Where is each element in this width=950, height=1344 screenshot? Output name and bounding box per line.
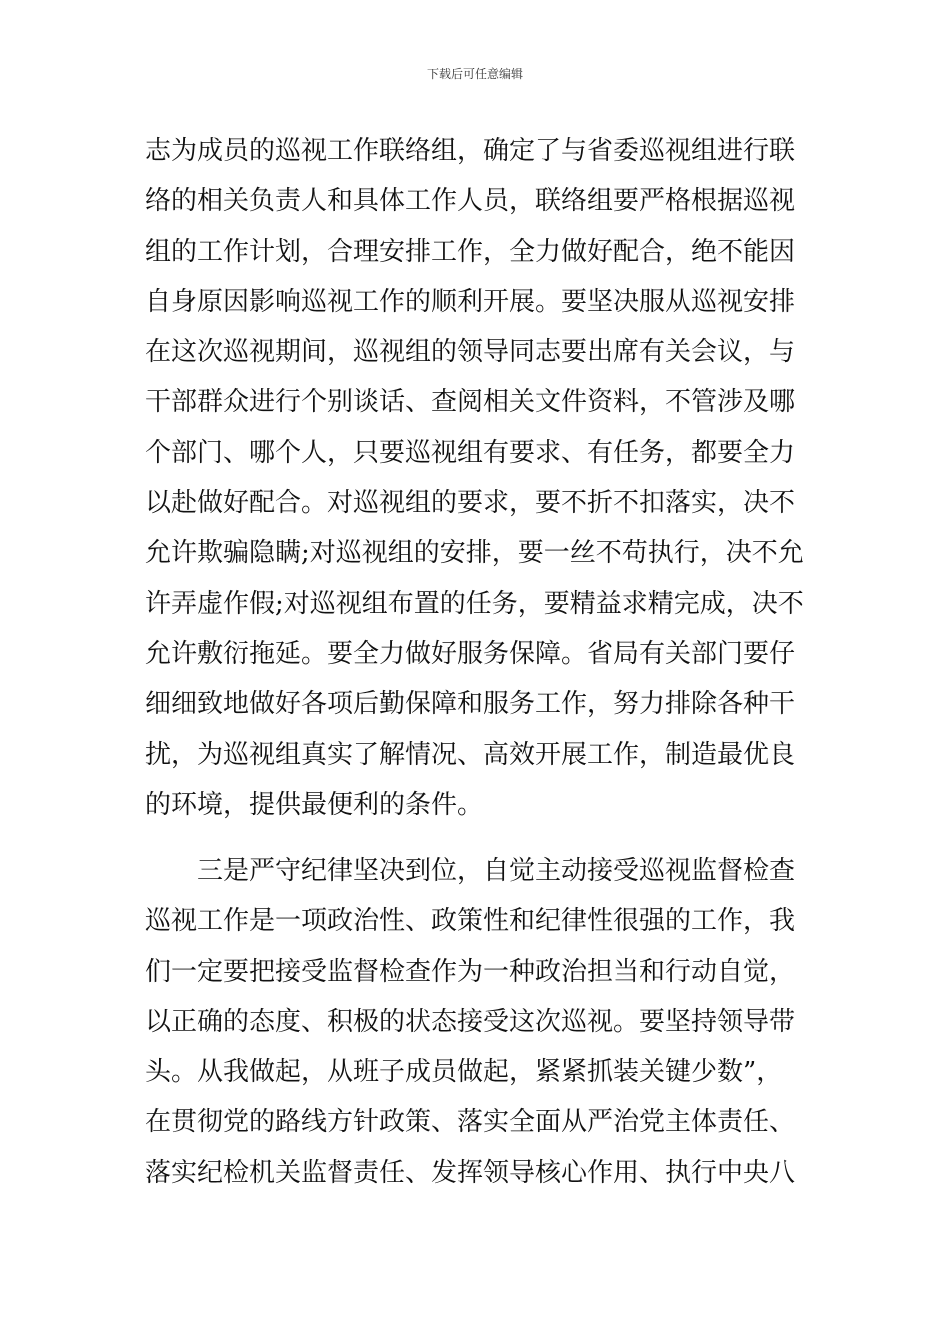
header-text: 下载后可任意编辑 bbox=[426, 67, 523, 81]
text-line: 允许欺骗隐瞒;对巡视组的安排，要一丝不苟执行，决不允 bbox=[145, 538, 804, 569]
text-line: 组的工作计划，合理安排工作，全力做好配合，绝不能因 bbox=[145, 236, 796, 267]
text-line: 落实纪检机关监督责任、发挥领导核心作用、执行中央八 bbox=[145, 1157, 796, 1188]
text-line: 的环境，提供最便利的条件。 bbox=[145, 789, 484, 820]
text-line: 在这次巡视期间，巡视组的领导同志要出席有关会议，与 bbox=[145, 337, 796, 368]
text-line: 细细致地做好各项后勤保障和服务工作，努力排除各种干 bbox=[145, 689, 796, 720]
text-line: 许弄虚作假;对巡视组布置的任务，要精益求精完成，决不 bbox=[145, 588, 804, 619]
text-line: 们一定要把接受监督检查作为一种政治担当和行动自觉， bbox=[145, 956, 796, 987]
text-line: 络的相关负责人和具体工作人员，联络组要严格根据巡视 bbox=[145, 186, 796, 217]
text-line: 以赴做好配合。对巡视组的要求，要不折不扣落实，决不 bbox=[145, 488, 796, 519]
text-line: 个部门、哪个人，只要巡视组有要求、有任务，都要全力 bbox=[145, 437, 796, 468]
page-header bbox=[0, 64, 950, 84]
text-line: 干部群众进行个别谈话、查阅相关文件资料，不管涉及哪 bbox=[145, 387, 796, 418]
text-line: 以正确的态度、积极的状态接受这次巡视。要坚持领导带 bbox=[145, 1006, 796, 1037]
text-line: 在贯彻党的路线方针政策、落实全面从严治党主体责任、 bbox=[145, 1107, 796, 1138]
text-line: 巡视工作是一项政治性、政策性和纪律性很强的工作，我 bbox=[145, 906, 796, 937]
text-line: 扰，为巡视组真实了解情况、高效开展工作，制造最优良 bbox=[145, 739, 796, 770]
paragraph-2 bbox=[145, 846, 805, 1198]
text-line: 志为成员的巡视工作联络组，确定了与省委巡视组进行联 bbox=[145, 136, 796, 166]
text-line: 头。从我做起，从班子成员做起，紧紧抓装关键少数”， bbox=[145, 1057, 783, 1088]
paragraph-1 bbox=[145, 126, 805, 830]
text-line-indented: 三是严守纪律坚决到位，自觉主动接受巡视监督检查 bbox=[197, 856, 796, 886]
text-line: 允许敷衍拖延。要全力做好服务保障。省局有关部门要仔 bbox=[145, 638, 796, 669]
text-line: 自身原因影响巡视工作的顺利开展。要坚决服从巡视安排 bbox=[145, 286, 796, 317]
